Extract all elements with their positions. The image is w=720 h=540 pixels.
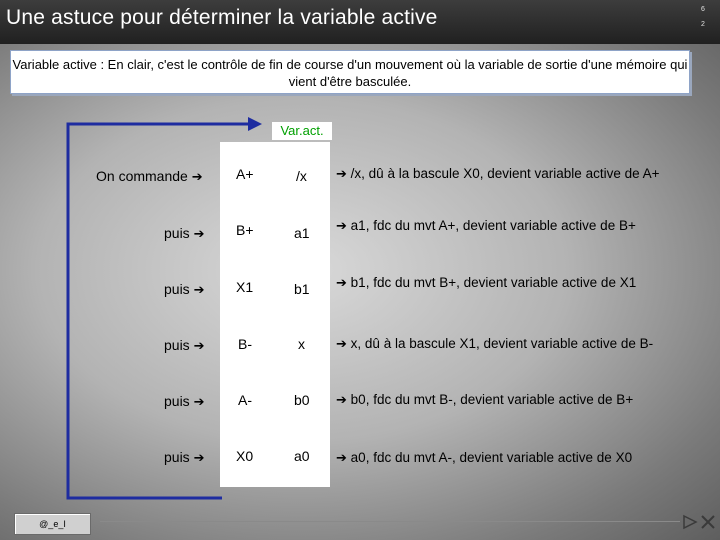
next-triangle-icon[interactable] xyxy=(682,514,698,530)
page-title: Une astuce pour déterminer la variable active xyxy=(6,6,438,29)
row-description: ➔ b0, fdc du mvt B-, devient variable active de B+ xyxy=(336,392,634,408)
row-variable: b0 xyxy=(294,392,310,408)
row-action: A+ xyxy=(236,166,254,182)
slide-number-sub: 2 xyxy=(701,21,705,28)
footer-logo: @_e_I xyxy=(14,513,91,535)
row-label: puis ➔ xyxy=(164,281,205,298)
row-variable: a1 xyxy=(294,225,310,241)
intro-box: Variable active : En clair, c'est le contrôle de fin de course d'un mouvement où la variable de sortie d'une mémoire qui vient d'être basculée. xyxy=(10,50,690,94)
row-description: ➔ a1, fdc du mvt A+, devient variable active de B+ xyxy=(336,218,636,234)
slide-number-main: 6 xyxy=(701,6,705,13)
close-x-icon[interactable] xyxy=(700,514,716,530)
row-action: B+ xyxy=(236,222,254,238)
row-label: puis ➔ xyxy=(164,393,205,410)
row-action: B- xyxy=(238,336,252,352)
row-description: ➔ x, dû à la bascule X1, devient variable active de B- xyxy=(336,336,654,352)
row-variable: /x xyxy=(296,168,307,184)
row-label: puis ➔ xyxy=(164,449,205,466)
row-description: ➔ /x, dû à la bascule X0, devient variable active de A+ xyxy=(336,166,660,182)
row-label: puis ➔ xyxy=(164,337,205,354)
footer-divider xyxy=(100,521,680,522)
row-variable: x xyxy=(298,336,305,352)
row-action: X1 xyxy=(236,279,254,295)
var-act-header: Var.act. xyxy=(272,122,332,140)
row-description: ➔ a0, fdc du mvt A-, devient variable active de X0 xyxy=(336,450,633,466)
sequence-table xyxy=(220,142,330,487)
row-variable: b1 xyxy=(294,281,310,297)
row-label: On commande ➔ xyxy=(96,168,203,185)
row-label: puis ➔ xyxy=(164,225,205,242)
row-description: ➔ b1, fdc du mvt B+, devient variable active de X1 xyxy=(336,275,637,291)
row-action: A- xyxy=(238,392,252,408)
row-action: X0 xyxy=(236,448,254,464)
row-variable: a0 xyxy=(294,448,310,464)
